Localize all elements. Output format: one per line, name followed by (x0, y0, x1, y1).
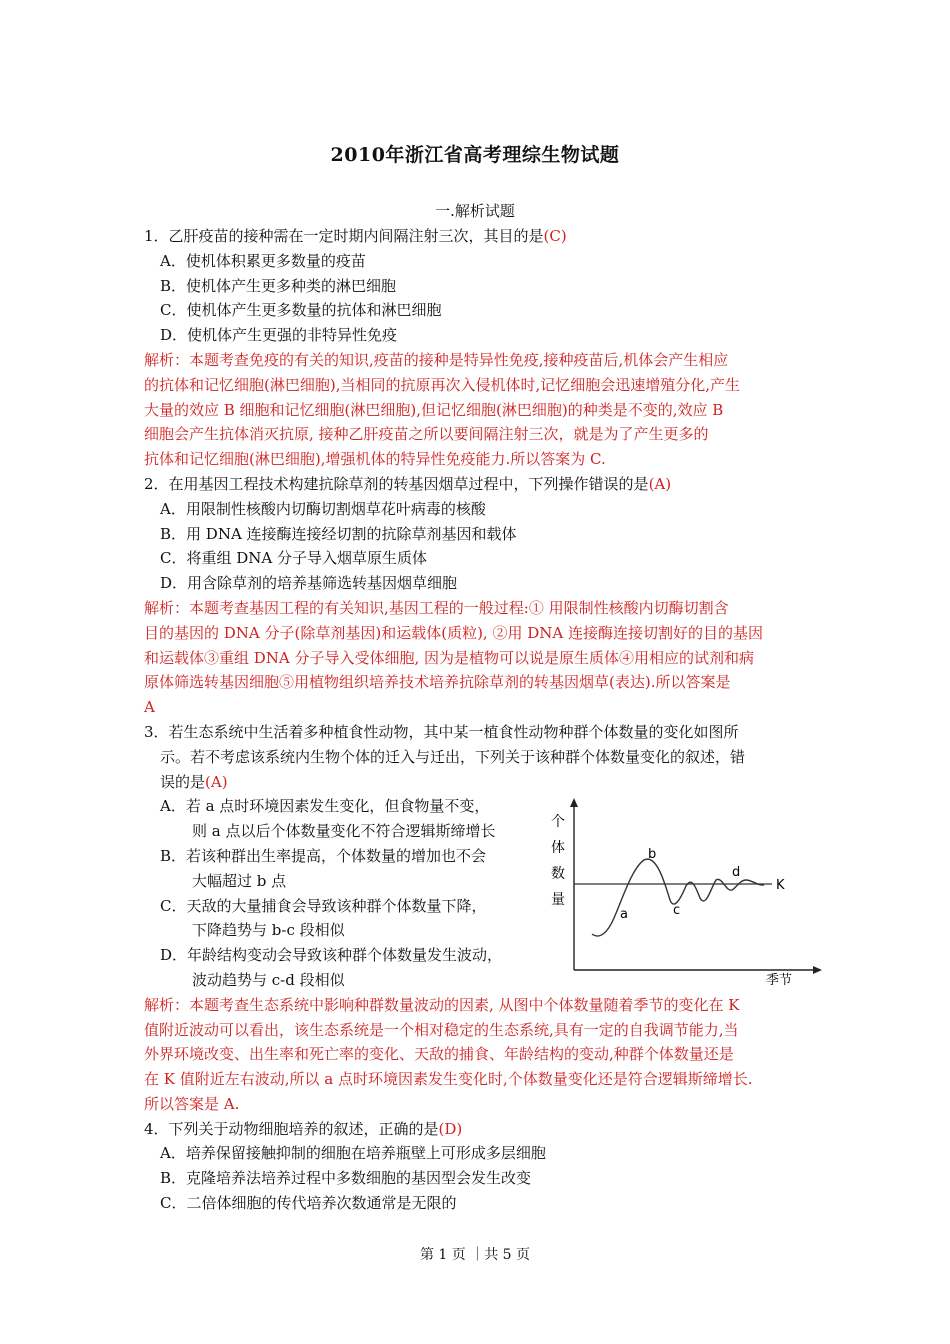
x-axis-label: 季节 (766, 973, 793, 986)
section-heading: 一.解析试题 (435, 202, 515, 220)
option-c: C．二倍体细胞的传代培养次数通常是无限的 (160, 1194, 457, 1213)
point-label-b: b (648, 847, 657, 862)
option-b: B．若该种群出生率提高，个体数量的增加也不会 (160, 846, 487, 865)
explanation-line: 细胞会产生抗体消灭抗原, 接种乙肝疫苗之所以要间隔注射三次，就是为了产生更多的 (144, 425, 709, 444)
y-label-char: 量 (551, 892, 565, 908)
option-b: B．使机体产生更多种类的淋巴细胞 (160, 276, 397, 295)
explanation-line: 外界环境改变、出生率和死亡率的变化、天敌的捕食、年龄结构的变动,种群个体数量还是 (144, 1045, 734, 1064)
explanation-line: 解析：本题考查基因工程的有关知识,基因工程的一般过程:① 用限制性核酸内切酶切割含 (144, 598, 729, 617)
option-d: D．年龄结构变动会导致该种群个体数量发生波动， (160, 946, 503, 965)
y-axis-label (551, 814, 565, 908)
stem-text: 误的是 (160, 772, 206, 791)
stem-text: 4．下列关于动物细胞培养的叙述，正确的是 (144, 1119, 439, 1138)
option-d: D．使机体产生更强的非特异性免疫 (160, 326, 398, 345)
y-label-char: 个 (551, 814, 565, 830)
explanation-line: 解析：本题考查免疫的有关的知识,疫苗的接种是特异性免疫,接种疫苗后,机体会产生相应 (144, 350, 729, 369)
question-4 (144, 1117, 812, 1216)
option-a: A．培养保留接触抑制的细胞在培养瓶壁上可形成多层细胞 (160, 1144, 546, 1163)
answer-key: (C) (543, 227, 567, 245)
explanation-line: 目的基因的 DNA 分子(除草剂基因)和运载体(质粒), ②用 DNA 连接酶连接切割好的目的基因 (144, 623, 763, 642)
question-stem (144, 770, 812, 795)
question-stem: 3．若生态系统中生活着多种植食性动物，其中某一植食性动物种群个体数量的变化如图所 (144, 722, 739, 741)
option-a-cont: 则 a 点以后个体数量变化不符合逻辑斯缔增长 (192, 822, 496, 841)
option-a: A．使机体积累更多数量的疫苗 (160, 251, 366, 270)
option-a: A．若 a 点时环境因素发生变化，但食物量不变， (160, 797, 490, 816)
question-stem: 示。若不考虑该系统内生物个体的迁入与迁出，下列关于该种群个体数量变化的叙述，错 (160, 747, 746, 766)
option-c: C．天敌的大量捕食会导致该种群个体数量下降， (160, 896, 487, 915)
page-footer: 第 1 页 ｜共 5 页 (419, 1247, 531, 1263)
question-stem (144, 224, 812, 249)
explanation-line: 和运载体③重组 DNA 分子导入受体细胞, 因为是植物可以说是原生质体④用相应的试剂和病 (144, 648, 755, 667)
population-graph (546, 796, 826, 986)
explanation (144, 596, 812, 720)
option-b-cont: 大幅超过 b 点 (192, 871, 287, 890)
option-c: C．使机体产生更多数量的抗体和淋巴细胞 (160, 301, 442, 320)
y-label-char: 数 (551, 866, 565, 882)
explanation-line: 在 K 值附近左右波动,所以 a 点时环境因素发生变化时,个体数量变化还是符合逻辑斯缔增长. (144, 1070, 753, 1089)
explanation-line: 抗体和记忆细胞(淋巴细胞),增强机体的特异性免疫能力.所以答案为 C. (144, 450, 606, 469)
stem-text: 1．乙肝疫苗的接种需在一定时期内间隔注射三次，其目的是 (144, 227, 544, 245)
option-b: B．克隆培养法培养过程中多数细胞的基因型会发生改变 (160, 1169, 532, 1188)
answer-key: (A) (648, 474, 672, 493)
question-stem (144, 472, 812, 497)
question-2 (144, 472, 812, 720)
explanation-line: 解析：本题考查生态系统中影响种群数量波动的因素, 从图中个体数量随着季节的变化在 K (144, 995, 740, 1014)
explanation-line: A (144, 698, 155, 717)
k-label: K (776, 878, 785, 893)
option-d-cont: 波动趋势与 c-d 段相似 (192, 970, 345, 989)
answer-key: (A) (205, 772, 228, 791)
explanation-line: 值附近波动可以看出，该生态系统是一个相对稳定的生态系统,具有一定的自我调节能力,当 (144, 1020, 739, 1039)
point-label-a: a (620, 907, 628, 922)
point-label-c: c (673, 903, 681, 918)
explanation-line: 原体筛选转基因细胞⑤用植物组织培养技术培养抗除草剂的转基因烟草(表达).所以答案是 (144, 673, 731, 692)
option-d: D．用含除草剂的培养基筛选转基因烟草细胞 (160, 574, 458, 593)
option-b: B．用 DNA 连接酶连接经切割的抗除草剂基因和载体 (160, 524, 517, 543)
stem-text: 2．在用基因工程技术构建抗除草剂的转基因烟草过程中，下列操作错误的是 (144, 474, 649, 493)
page-title: 2010年浙江省高考理综生物试题 (330, 144, 620, 166)
option-c-cont: 下降趋势与 b-c 段相似 (192, 921, 345, 940)
option-c: C．将重组 DNA 分子导入烟草原生质体 (160, 549, 427, 568)
explanation-line: 的抗体和记忆细胞(淋巴细胞),当相同的抗原再次入侵机体时,记忆细胞会迅速增殖分化,产生 (144, 375, 741, 394)
document-body (144, 224, 812, 1216)
question-1 (144, 224, 812, 472)
explanation (144, 993, 812, 1117)
point-label-d: d (732, 865, 741, 880)
explanation-line: 大量的效应 B 细胞和记忆细胞(淋巴细胞),但记忆细胞(淋巴细胞)的种类是不变的,效应 B (144, 400, 724, 419)
y-label-char: 体 (551, 840, 565, 856)
explanation (144, 348, 812, 472)
answer-key: (D) (438, 1119, 463, 1138)
option-a: A．用限制性核酸内切酶切割烟草花叶病毒的核酸 (160, 499, 486, 518)
question-stem (144, 1117, 812, 1142)
explanation-line: 所以答案是 A. (144, 1094, 240, 1113)
